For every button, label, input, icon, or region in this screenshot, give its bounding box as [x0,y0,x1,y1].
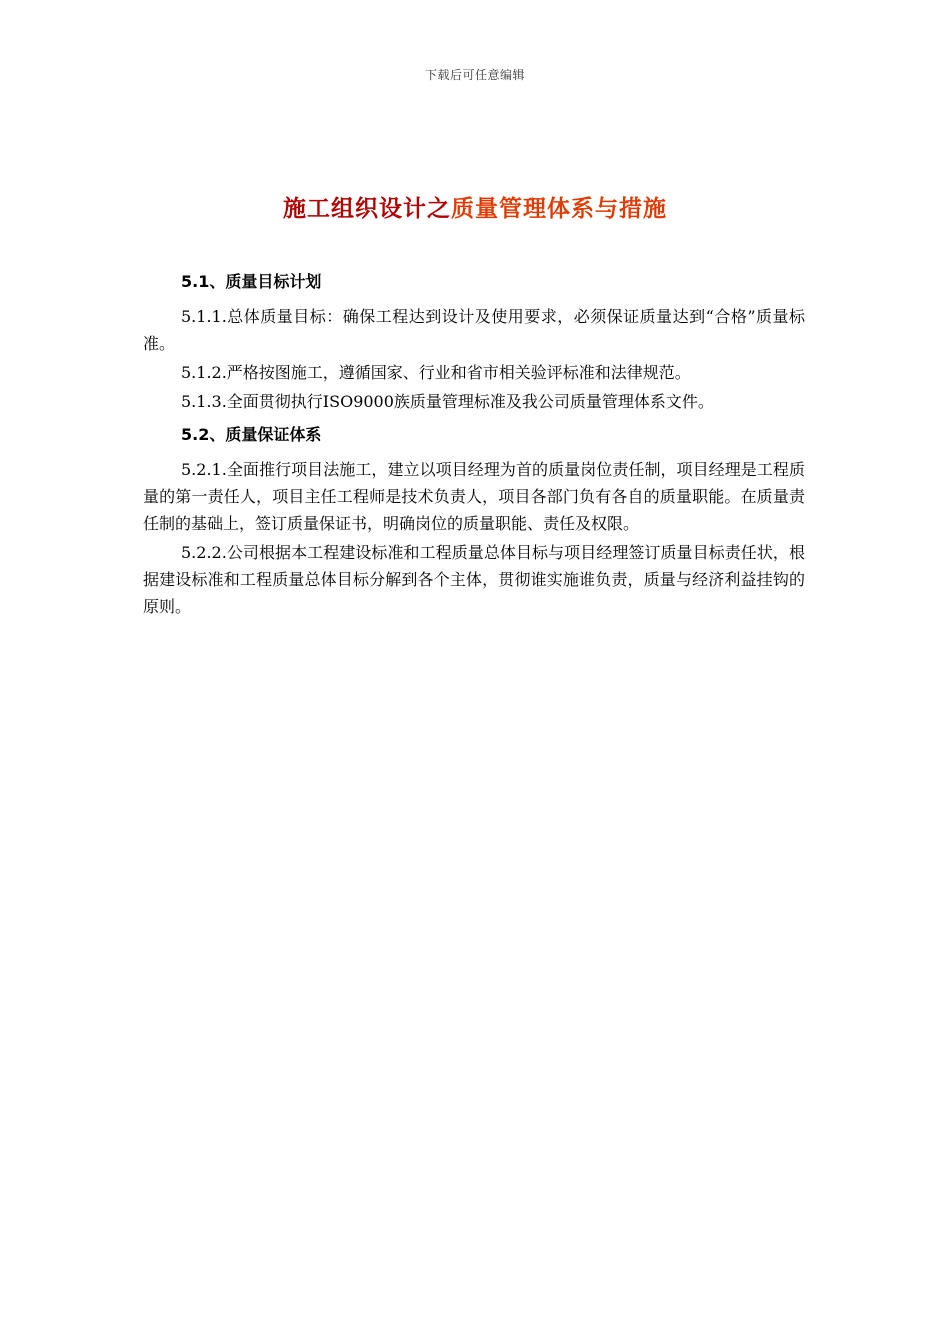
paragraph-5-2-2: 5.2.2.公司根据本工程建设标准和工程质量总体目标与项目经理签订质量目标责任状，根据建设标准和工程质量总体目标分解到各个主体，贯彻谁实施谁负责，质量与经济利益挂钩的原则。 [143,543,805,616]
paragraph-5-1-2: 5.1.2.严格按图施工，遵循国家、行业和省市相关验评标准和法律规范。 [181,363,691,382]
document-body [143,268,805,622]
document-title [0,190,950,223]
paragraph-5-2-1: 5.2.1.全面推行项目法施工，建立以项目经理为首的质量岗位责任制，项目经理是工程质量的第一责任人，项目主任工程师是技术负责人，项目各部门负有各自的质量职能。在质量责任制的基础上，签订质量保证书，明确岗位的质量职能、责任及权限。 [143,460,805,533]
paragraph-5-1-1: 5.1.1.总体质量目标：确保工程达到设计及使用要求，必须保证质量达到“合格”质量标准。 [143,307,805,353]
section-heading-5-2: 5.2、质量保证体系 [181,425,322,444]
header-note: 下载后可任意编辑 [424,68,525,82]
paragraph-5-1-3: 5.1.3.全面贯彻执行ISO9000族质量管理标准及我公司质量管理体系文件。 [181,392,714,411]
title-part-a: 施工组织设计之 [283,196,451,222]
title-part-b: 质量管理体系与措施 [451,196,667,222]
section-heading-5-1: 5.1、质量目标计划 [181,272,322,291]
